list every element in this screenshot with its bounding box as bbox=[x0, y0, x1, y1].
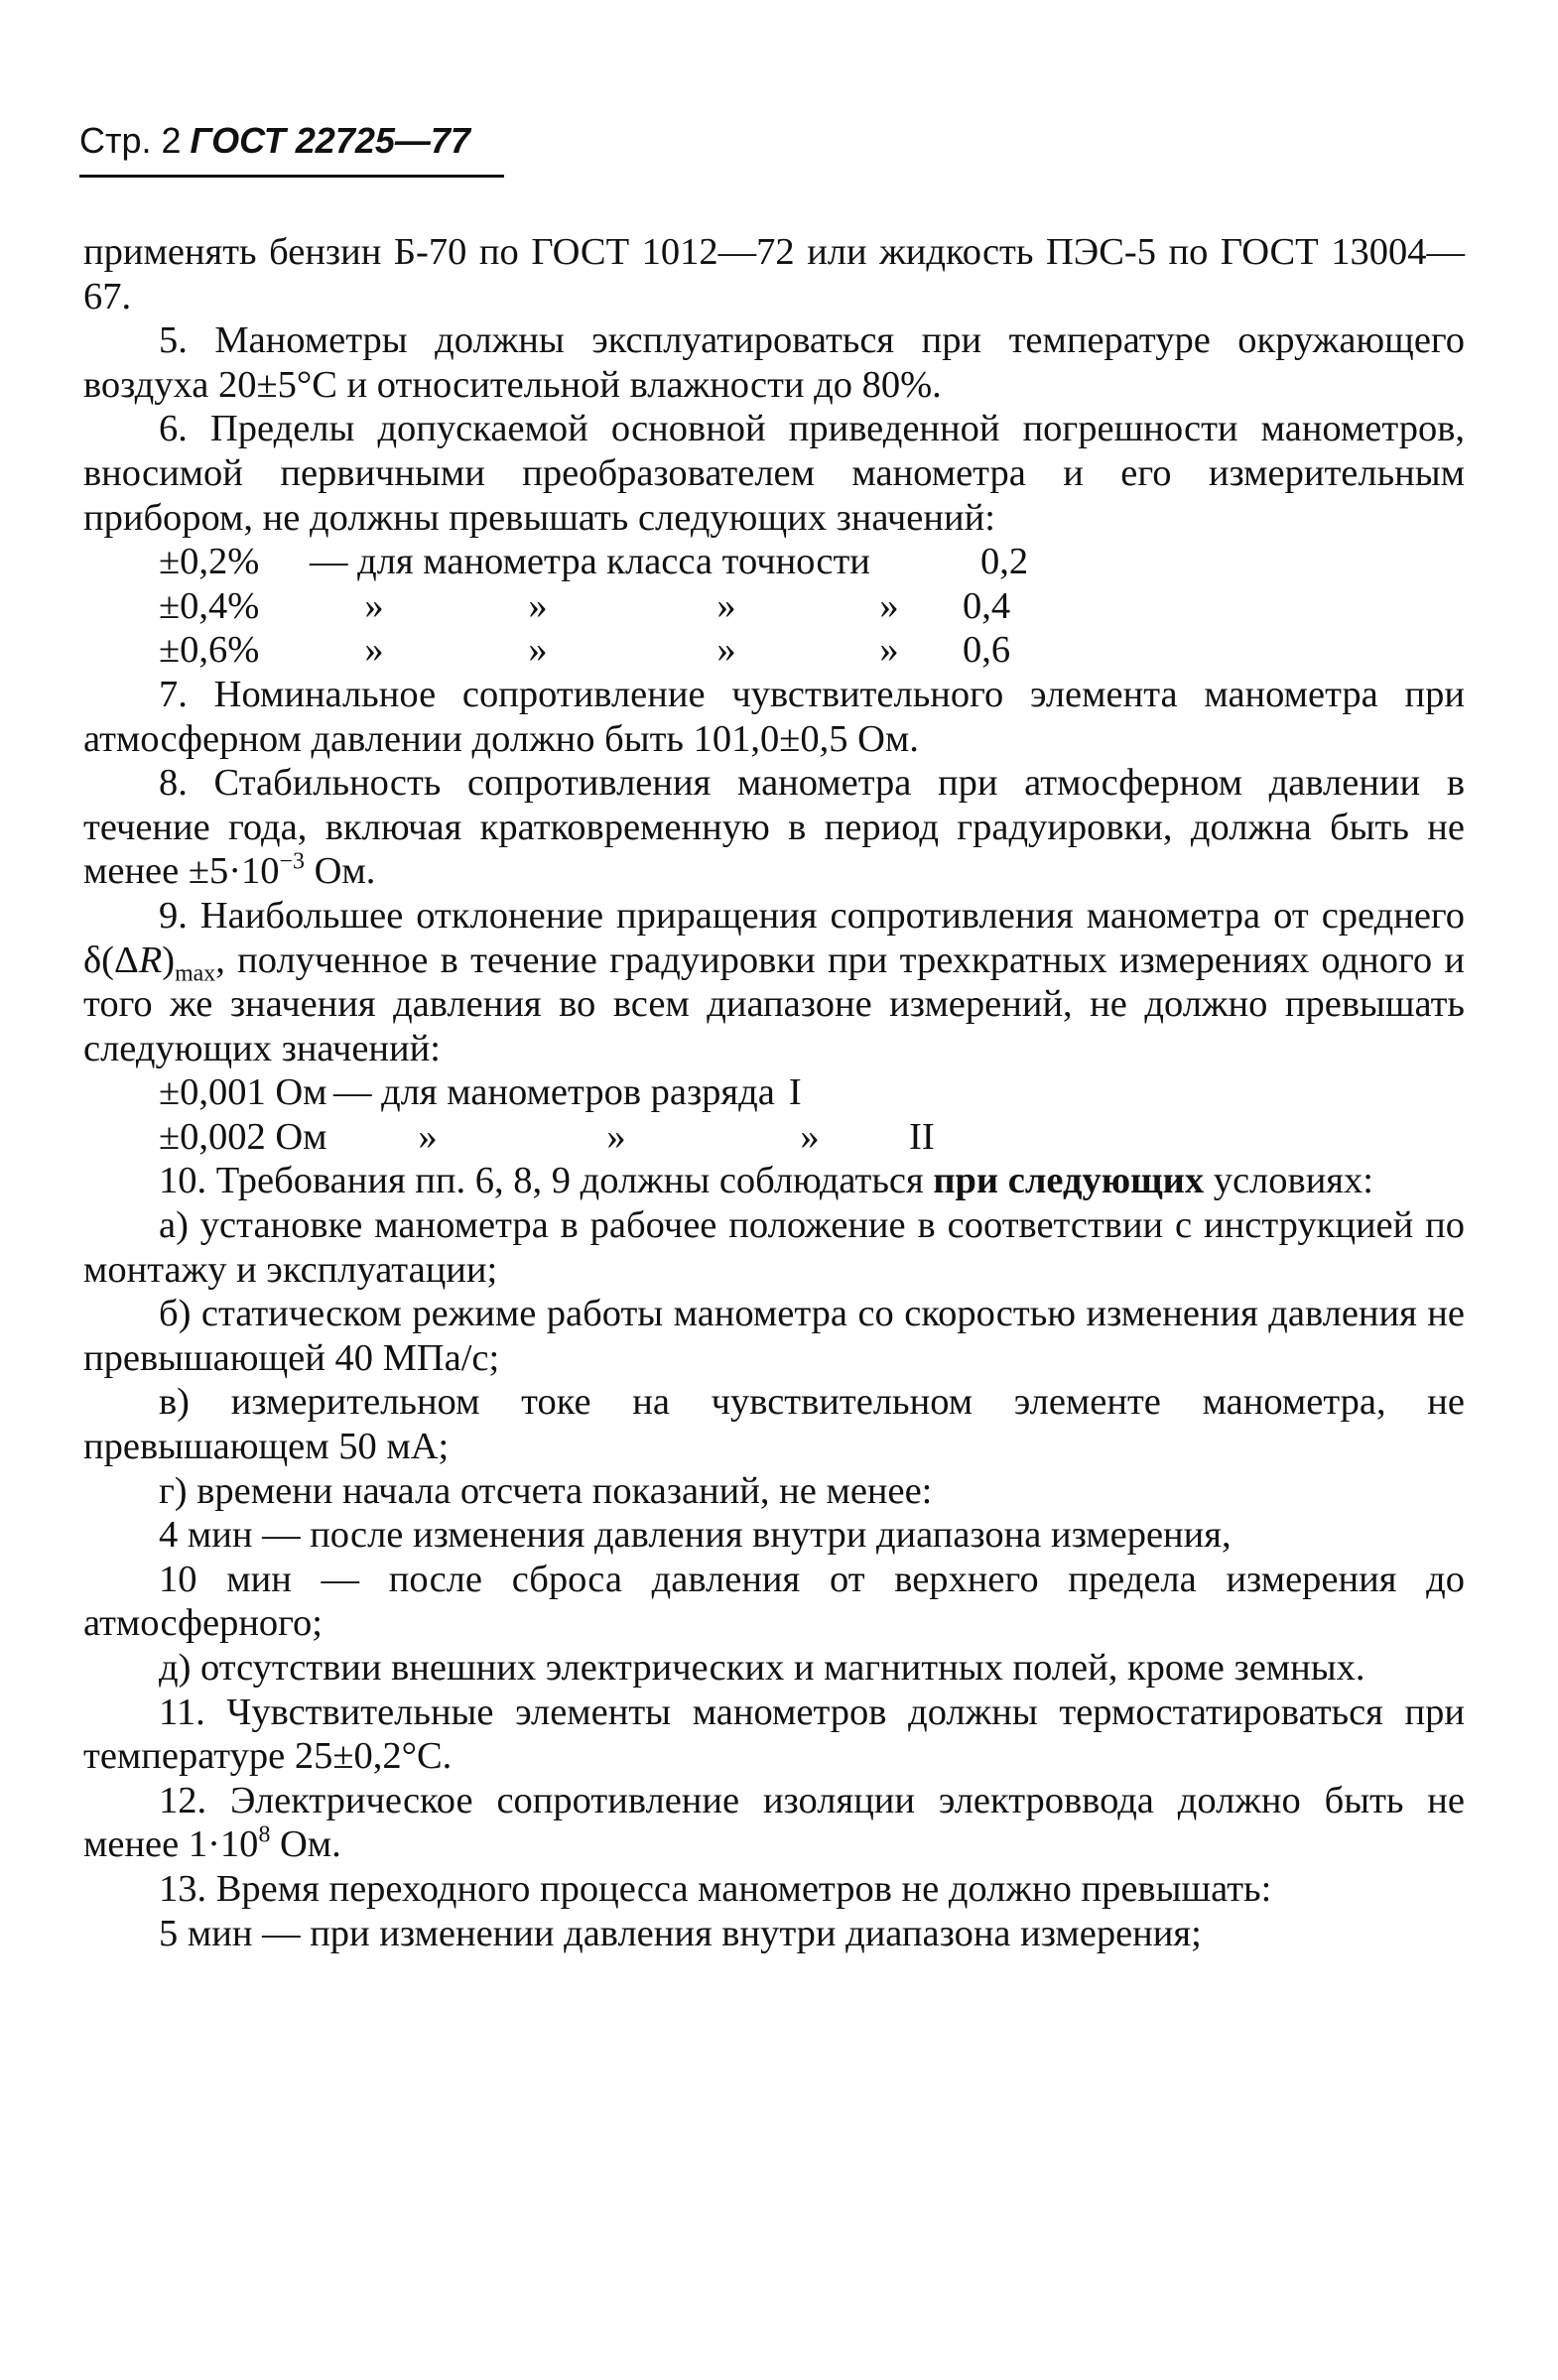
paragraph-12-unit: Ом. bbox=[270, 1823, 341, 1866]
deviation-value: ±0,002 Ом bbox=[159, 1115, 327, 1158]
deviation-label: — для манометров разряда bbox=[333, 1071, 775, 1114]
page-number-label: Стр. 2 bbox=[79, 120, 182, 161]
ditto-mark: » bbox=[716, 629, 736, 672]
ditto-mark: » bbox=[364, 629, 384, 672]
paragraph-8-unit: Ом. bbox=[304, 850, 376, 893]
accuracy-row-2 bbox=[83, 584, 1465, 629]
ditto-mark: » bbox=[879, 629, 899, 672]
deviation-row-2 bbox=[83, 1115, 1465, 1160]
ditto-mark: » bbox=[364, 584, 384, 627]
paragraph-8-text: 8. Стабильность сопротивления манометра при атмосферном давлении в течение года, включая кратковременную в период градуировки, должна быть не менее ±5·10 bbox=[83, 762, 1465, 893]
ditto-mark: » bbox=[606, 1115, 626, 1158]
deviation-row-1 bbox=[83, 1070, 1465, 1115]
accuracy-value: ±0,2% bbox=[159, 541, 260, 583]
standard-number: ГОСТ 22725—77 bbox=[190, 120, 470, 161]
paragraph-11: 11. Чувствительные элементы манометров должны термостатироваться при температуре 25±0,2°С. bbox=[83, 1691, 1465, 1778]
paragraph-5: 5. Манометры должны эксплуатироваться при температуре окружающего воздуха 20±5°С и относительной влажности до 80%. bbox=[83, 319, 1465, 406]
paragraph-12 bbox=[83, 1779, 1465, 1867]
accuracy-class: 0,6 bbox=[963, 629, 1011, 672]
condition-d: г) времени начала отсчета показаний, не менее: bbox=[159, 1469, 933, 1512]
condition-b: б) статическом режиме работы манометра со скоростью изменения давления не превышающей 40 МПа/с; bbox=[83, 1293, 1465, 1379]
paragraph-9-subscript: max bbox=[175, 959, 216, 986]
paragraph-8 bbox=[83, 761, 1465, 894]
paragraph-13: 13. Время переходного процесса манометров не должно превышать: bbox=[159, 1867, 1272, 1910]
condition-d-item-2: 10 мин — после сброса давления от верхнего предела измерения до атмосферного; bbox=[83, 1558, 1465, 1645]
paragraph-9-text: 9. Наибольшее отклонение приращения сопротивления манометра от среднего δ(Δ bbox=[83, 894, 1465, 981]
paragraph-13-item: 5 мин — при изменении давления внутри диапазона измерения; bbox=[159, 1912, 1202, 1954]
condition-e: д) отсутствии внешних электрических и магнитных полей, кроме земных. bbox=[159, 1647, 1365, 1689]
ditto-mark: » bbox=[800, 1115, 820, 1158]
condition-a: а) установке манометра в рабочее положение в соответствии с инструкцией по монтажу и эксплуатации; bbox=[83, 1204, 1465, 1291]
accuracy-label: — для манометра класса точности bbox=[310, 541, 870, 583]
accuracy-class: 0,2 bbox=[980, 541, 1029, 583]
paragraph-10-rest: условиях: bbox=[1204, 1160, 1373, 1202]
accuracy-row-3 bbox=[83, 628, 1465, 673]
paragraph-10 bbox=[83, 1159, 1465, 1203]
accuracy-value: ±0,4% bbox=[159, 584, 260, 627]
paragraph-9-paren: ) bbox=[162, 939, 176, 981]
page-header bbox=[79, 119, 470, 163]
accuracy-row-1 bbox=[83, 540, 1465, 584]
accuracy-class: 0,4 bbox=[963, 584, 1011, 627]
paragraph-10-bold: при следующих bbox=[933, 1160, 1205, 1202]
deviation-value: ±0,001 Ом bbox=[159, 1071, 327, 1114]
ditto-mark: » bbox=[528, 629, 548, 672]
header-rule bbox=[79, 175, 504, 178]
deviation-class: I bbox=[788, 1071, 802, 1114]
ditto-mark: » bbox=[418, 1115, 438, 1158]
paragraph-8-exponent: −3 bbox=[279, 849, 305, 875]
accuracy-value: ±0,6% bbox=[159, 629, 260, 672]
condition-d-item-1: 4 мин — после изменения давления внутри диапазона измерения, bbox=[159, 1514, 1232, 1557]
ditto-mark: » bbox=[879, 584, 899, 627]
paragraph-10-text: 10. Требования пп. 6, 8, 9 должны соблюдаться bbox=[159, 1160, 934, 1202]
paragraph-9 bbox=[83, 894, 1465, 1070]
condition-c: в) измерительном токе на чувствительном элементе манометра, не превышающем 50 мА; bbox=[83, 1381, 1465, 1468]
paragraph-9-variable: R bbox=[138, 939, 163, 981]
deviation-class: II bbox=[909, 1115, 935, 1158]
document-body bbox=[83, 230, 1465, 1955]
paragraph-9-rest: , полученное в течение градуировки при трехкратных измерениях одного и того же значения давления во всем диапазоне измерений, не должно превышать следующих значений: bbox=[83, 939, 1465, 1069]
ditto-mark: » bbox=[716, 584, 736, 627]
paragraph-12-exponent: 8 bbox=[258, 1822, 271, 1849]
paragraph-12-text: 12. Электрическое сопротивление изоляции электроввода должно быть не менее 1·10 bbox=[83, 1779, 1465, 1866]
ditto-mark: » bbox=[528, 584, 548, 627]
paragraph-intro: применять бензин Б-70 по ГОСТ 1012—72 или жидкость ПЭС-5 по ГОСТ 13004—67. bbox=[83, 231, 1465, 317]
paragraph-7: 7. Номинальное сопротивление чувствительного элемента манометра при атмосферном давлении должно быть 101,0±0,5 Ом. bbox=[83, 673, 1465, 760]
paragraph-6: 6. Пределы допускаемой основной приведенной погрешности манометров, вносимой первичными преобразователем манометра и его измерительным прибором, не должны превышать следующих значений: bbox=[83, 408, 1465, 539]
